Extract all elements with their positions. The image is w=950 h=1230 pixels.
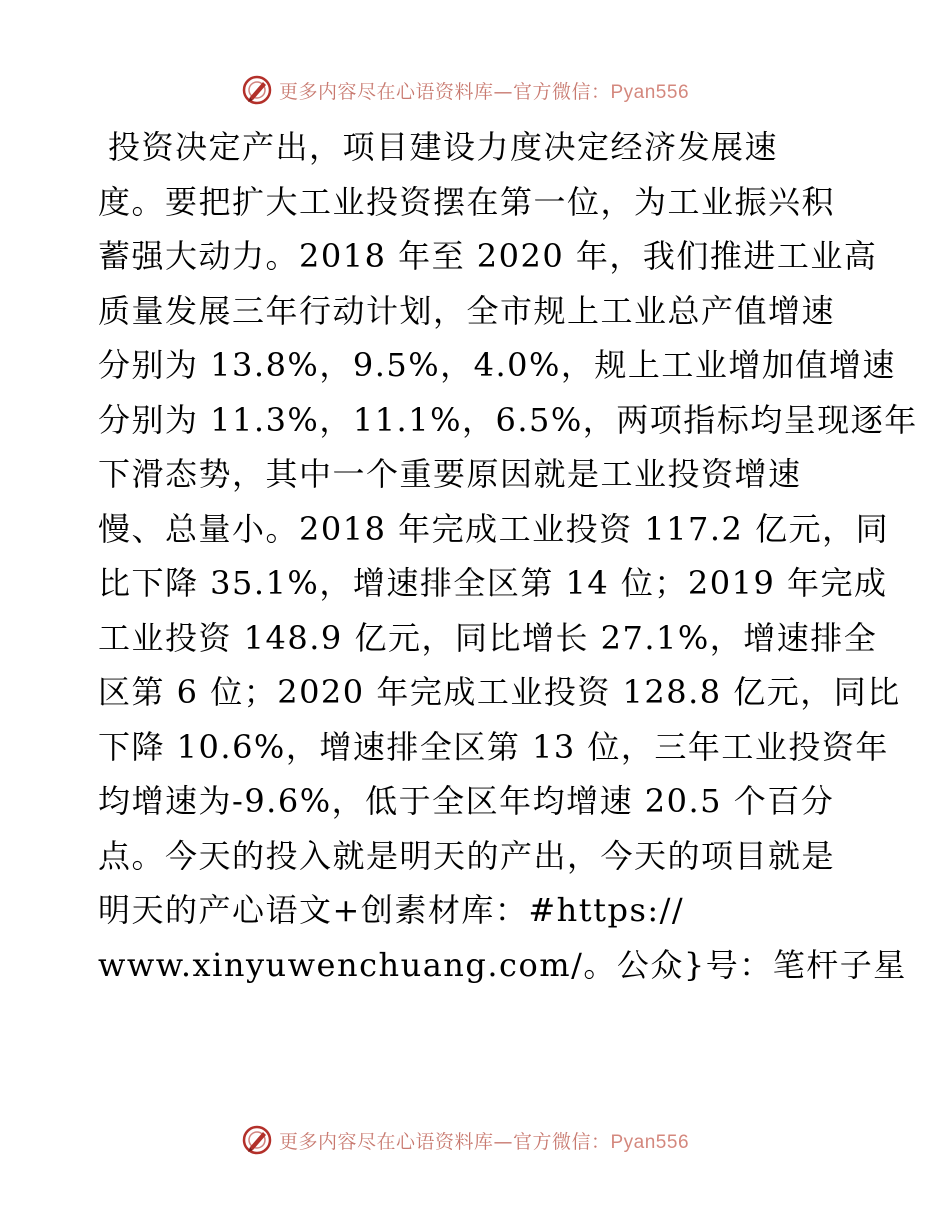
body-line: 分别为 13.8%，9.5%，4.0%，规上工业增加值增速 xyxy=(98,346,896,384)
body-line: 下滑态势，其中一个重要原因就是工业投资增速 xyxy=(98,455,802,493)
body-line: 质量发展三年行动计划，全市规上工业总产值增速 xyxy=(98,291,836,330)
header-banner xyxy=(0,70,950,110)
body-line: 蓄强大动力。2018 年至 2020 年，我们推进工业高 xyxy=(98,237,878,275)
body-line: www.xinyuwenchuang.com/。公众}号：笔杆子星 xyxy=(98,945,907,984)
brand-logo-icon xyxy=(241,1124,273,1156)
body-line: 下降 10.6%，增速排全区第 13 位，三年工业投资年 xyxy=(98,727,889,766)
document-body xyxy=(98,120,918,992)
header-banner-content xyxy=(241,74,689,106)
footer-banner-text xyxy=(279,1127,689,1154)
footer-banner-wechat-id: Pyan556 xyxy=(610,1131,690,1153)
body-line: 投资决定产出，项目建设力度决定经济发展速 xyxy=(108,128,779,166)
header-banner-wechat-id: Pyan556 xyxy=(610,81,690,103)
body-line: 工业投资 148.9 亿元，同比增长 27.1%，增速排全 xyxy=(98,618,878,657)
body-line: 均增速为-9.6%，低于全区年均增速 20.5 个百分 xyxy=(98,782,835,820)
body-line: 明天的产心语文+创素材库：#https:// xyxy=(98,891,685,929)
header-banner-text xyxy=(279,77,689,104)
footer-banner-content xyxy=(241,1124,689,1156)
footer-banner-slogan: 更多内容尽在心语资料库—官方微信： xyxy=(278,1130,611,1153)
body-line: 慢、总量小。2018 年完成工业投资 117.2 亿元，同 xyxy=(98,509,890,548)
body-line: 度。要把扩大工业投资摆在第一位，为工业振兴积 xyxy=(98,182,836,221)
body-line: 点。今天的投入就是明天的产出，今天的项目就是 xyxy=(98,836,836,875)
brand-logo-icon xyxy=(241,74,273,106)
body-line: 比下降 35.1%，增速排全区第 14 位；2019 年完成 xyxy=(98,564,888,602)
header-banner-slogan: 更多内容尽在心语资料库—官方微信： xyxy=(278,80,611,103)
body-line: 区第 6 位；2020 年完成工业投资 128.8 亿元，同比 xyxy=(98,673,901,711)
footer-banner xyxy=(0,1120,950,1160)
body-line: 分别为 11.3%，11.1%，6.5%，两项指标均呈现逐年 xyxy=(98,400,918,439)
